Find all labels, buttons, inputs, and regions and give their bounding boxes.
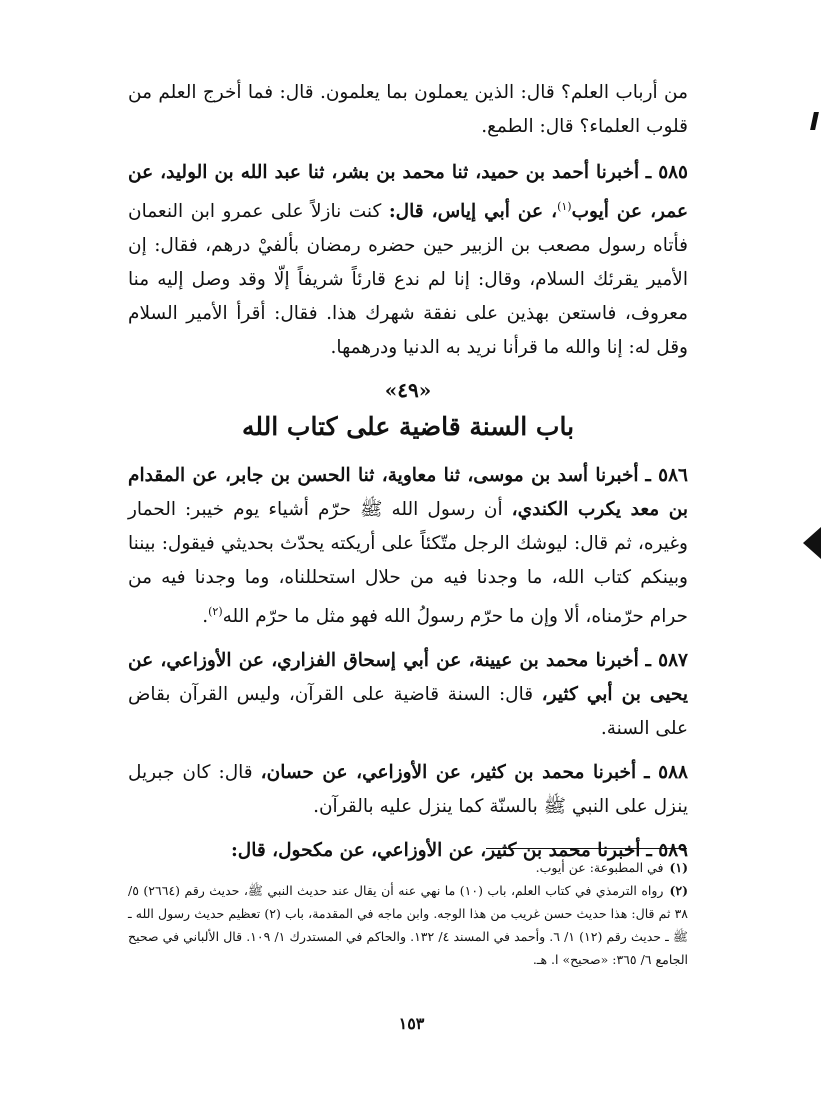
hadith-586 — [128, 459, 688, 634]
chapter-title: باب السنة قاضية على كتاب الله — [241, 412, 575, 442]
chapter-number: «٤٩» — [384, 378, 432, 403]
footnote-divider — [486, 848, 687, 849]
footnote-ref[interactable]: (٢) — [208, 605, 223, 619]
hadith-585 — [128, 156, 688, 365]
footnote-text: في المطبوعة: عن أيوب. — [535, 860, 664, 875]
hadith-587 — [128, 644, 688, 746]
footnote-mark: (٢) — [669, 883, 689, 898]
footnote-1 — [128, 856, 688, 879]
hadith-text: كنت نازلاً على عمرو ابن النعمان فأتاه رسول مصعب بن الزبير حين حضره رمضان بألفيْ درهم، فقال: إن الأمير يقرئك السلام، وقال: إنا لم ندع قارئاً شريفاً إلّا وقد وصل إليه منا معروف، فاستعن بهذين على نفقة شهرك هذا. فقال: أقرأ الأمير السلام وقل له: إنا والله ما قرأنا نريد به الدنيا ودرهمها. — [128, 201, 688, 359]
hadith-text: أن رسول الله ﷺ حرّم أشياء يوم خيبر: الحمار وغيره، ثم قال: ليوشك الرجل متّكئاً على أريكته يحدّث بحديثي فيقول: بيننا وبينكم كتاب الله، ما وجدنا فيه من حلال استحللناه، وما وجدنا فيه من حرام حرّمناه، ألا وإن ما حرّم رسولُ الله فهو مثل ما حرّم الله — [128, 499, 688, 628]
hadith-text: قال: كان جبريل ينزل على النبي ﷺ بالسنّة كما ينزل عليه بالقرآن. — [128, 762, 688, 818]
isnad-chain: أخبرنا محمد بن كثير، عن الأوزاعي، عن حسان، — [260, 762, 637, 784]
footnote-ref[interactable]: (١) — [557, 200, 572, 213]
footnote-mark: (١) — [669, 860, 688, 875]
isnad-chain: أخبرنا أسد بن موسى، ثنا معاوية، ثنا الحسن بن جابر، عن المقدام بن معد يكرب الكندي، — [128, 465, 688, 521]
scan-edge-mark-icon — [803, 527, 821, 559]
page-number: ١٥٣ — [398, 1014, 425, 1033]
footnote-text: رواه الترمذي في كتاب العلم، باب (١٠) ما نهي عنه أن يقال عند حديث النبي ﷺ، حديث رقم (٢٦٦٤) ٥/ ٣٨ ثم قال: هذا حديث حسن غريب من هذا الوجه. وابن ماجه في المقدمة، باب (٢) تعظيم حديث رسول الله ـ ﷺ ـ حديث رقم (١٢) ١/ ٦. وأحمد في المسند ٤/ ١٣٢. والحاكم في المستدرك ١/ ١٠٩. قال الألباني في صحيح الجامع ٦/ ٣٦٥: «صحيح» ا. هـ. — [128, 883, 689, 967]
hadith-number: ٥٨٥ ـ — [645, 162, 688, 183]
isnad-chain: أخبرنا محمد بن كثير، عن الأوزاعي، عن مكحول، قال: — [230, 840, 641, 862]
isnad-chain: أخبرنا أحمد بن حميد، ثنا محمد بن بشر، ثنا عبد الله بن الوليد، عن عمر، عن أيوب — [128, 162, 688, 223]
paragraph-continuation — [128, 76, 688, 144]
footnotes — [128, 856, 688, 971]
hadith-number: ٥٨٨ ـ — [644, 762, 688, 784]
paragraph-text: من أرباب العلم؟ قال: الذين يعملون بما يعلمون. قال: فما أخرج العلم من قلوب العلماء؟ قال: الطمع. — [128, 82, 688, 137]
hadith-number: ٥٨٩ ـ — [646, 840, 688, 862]
page-body — [128, 76, 688, 878]
hadith-588 — [128, 756, 688, 824]
hadith-number: ٥٨٦ ـ — [645, 465, 688, 487]
hadith-text: قال: السنة قاضية على القرآن، وليس القرآن بقاض على السنة. — [128, 684, 688, 740]
footnote-2 — [128, 879, 688, 971]
isnad-chain: أخبرنا محمد بن عيينة، عن أبي إسحاق الفزاري، عن الأوزاعي، عن يحيى بن أبي كثير، — [128, 650, 689, 706]
hadith-text-end: . — [202, 606, 209, 628]
isnad-chain-cont: ، عن أبي إياس، قال: — [388, 201, 558, 223]
hadith-number: ٥٨٧ ـ — [645, 650, 688, 672]
scan-edge-mark-icon — [810, 112, 819, 130]
